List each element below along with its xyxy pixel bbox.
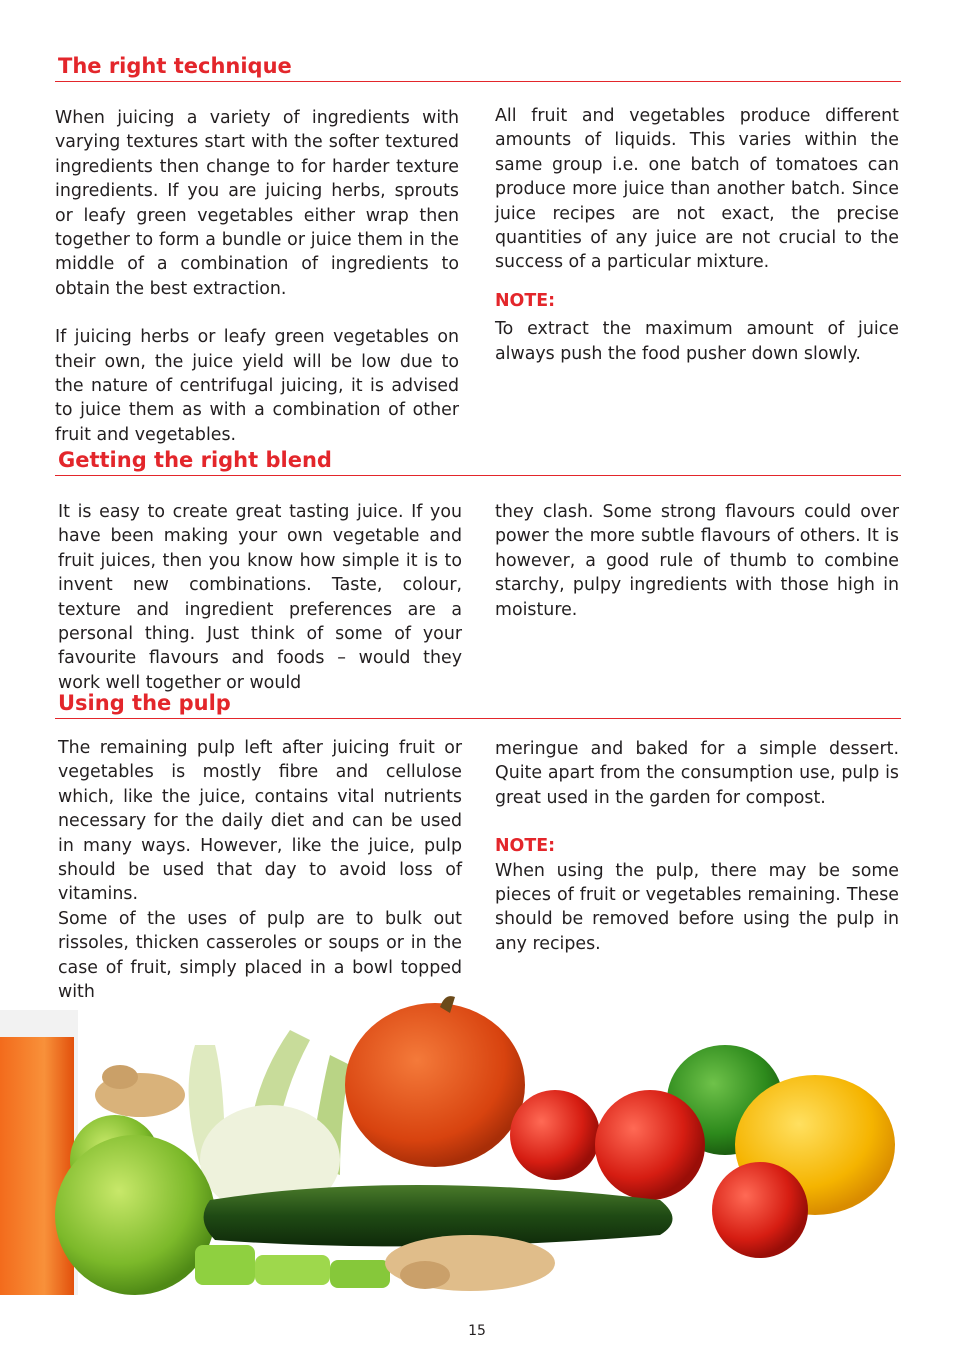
pulp-left-paragraph-1: The remaining pulp left after juicing fruit or vegetables is mostly fibre and cellulose which, like the juice, contains vital nutrients necessary for the daily diet and can be used in many ways. However, like the juice, pulp should be used that day to avoid loss of vitamins. bbox=[58, 738, 462, 905]
technique-right-paragraph-1: All fruit and vegetables produce different amounts of liquids. This varies within the same group i.e. one batch of tomatoes can produce more juice than another batch. Since juice recipes are not exact, the precise quantities of any juice are not crucial to the success of a particular mixture. bbox=[495, 106, 899, 273]
technique-right-column bbox=[495, 104, 899, 366]
blend-right-paragraph-1: they clash. Some strong flavours could over power the more subtle flavours of others. It is however, a good rule of thumb to combine starchy, pulpy ingredients with those high in moisture. bbox=[495, 502, 899, 620]
front-tomato-icon bbox=[712, 1162, 808, 1258]
section-heading-pulp bbox=[55, 690, 901, 719]
technique-note-label: NOTE: bbox=[495, 290, 556, 311]
pumpkin-icon bbox=[345, 1003, 525, 1167]
pulp-note-label: NOTE: bbox=[495, 836, 556, 857]
blend-right-column bbox=[495, 500, 899, 622]
celery-icon bbox=[195, 1245, 255, 1285]
apple-icon bbox=[55, 1135, 215, 1295]
vegetables-illustration bbox=[0, 985, 954, 1295]
technique-left-paragraph-1: When juicing a variety of ingredients with varying textures start with the softer textured ingredients then change to for harder texture ingredients. If you are juicing herbs, sprouts or leafy green vegetables either wrap then together to form a bundle or juice them in the middle of a combination of ingredients to obtain the best extraction. bbox=[55, 108, 459, 299]
technique-note-text: To extract the maximum amount of juice always push the food pusher down slowly. bbox=[495, 319, 899, 364]
pulp-right-column bbox=[495, 737, 899, 956]
pulp-note-text: When using the pulp, there may be some pieces of fruit or vegetables remaining. These should be removed before using the pulp in any recipes. bbox=[495, 860, 899, 954]
tomato-icon bbox=[510, 1090, 600, 1180]
technique-title: The right technique bbox=[58, 54, 292, 78]
blend-left-paragraph-1: It is easy to create great tasting juice. If you have been making your own vegetable and fruit juices, then you know how simple it is to invent new combinations. Taste, colour, texture and ingredient preferences are a personal thing. Just think of some of your favourite flavours and foods – would they work well together or would bbox=[58, 502, 462, 693]
pulp-left-paragraph-2: Some of the uses of pulp are to bulk out rissoles, thicken casseroles or soups or in the case of fruit, simply placed in a bowl topped with bbox=[58, 908, 462, 1003]
pulp-title: Using the pulp bbox=[58, 691, 231, 715]
blend-left-column bbox=[58, 500, 462, 695]
red-pepper-icon bbox=[595, 1090, 705, 1200]
blend-title: Getting the right blend bbox=[58, 448, 332, 472]
pulp-left-column bbox=[58, 736, 462, 1004]
section-heading-blend bbox=[55, 447, 901, 476]
technique-left-column bbox=[55, 106, 459, 447]
technique-left-paragraph-2: If juicing herbs or leafy green vegetables on their own, the juice yield will be low due to the nature of centrifugal juicing, it is advised to juice them as with a combination of other fruit and vegetables. bbox=[55, 327, 459, 445]
vegetables-photo bbox=[0, 985, 954, 1295]
page-number: 15 bbox=[468, 1323, 486, 1339]
juice-icon bbox=[0, 1037, 74, 1295]
pulp-right-paragraph-1: meringue and baked for a simple dessert. Quite apart from the consumption use, pulp is great used in the garden for compost. bbox=[495, 739, 899, 808]
section-heading-technique bbox=[55, 53, 901, 82]
